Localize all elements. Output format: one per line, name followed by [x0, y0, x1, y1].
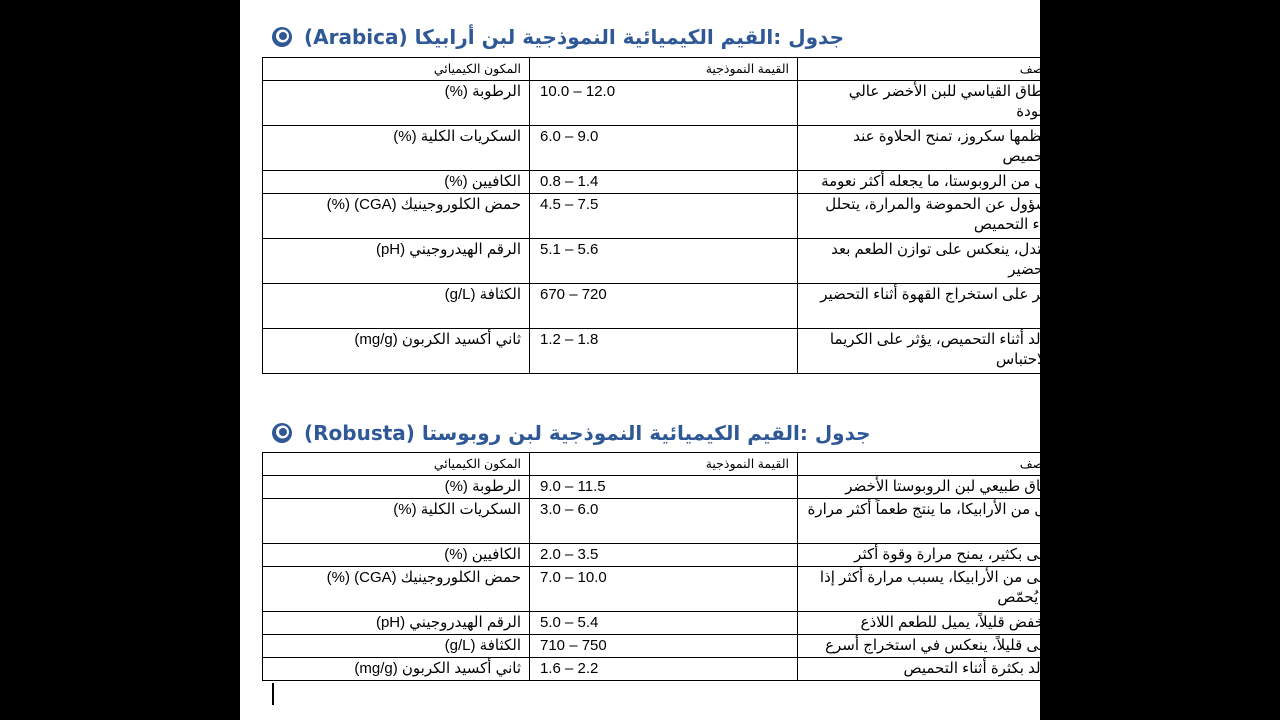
description-cell: أعلى من الأرابيكا، يسبب مرارة أكثر إذا لم يُحمّص — [798, 567, 1066, 612]
component-cell: الرطوبة (%) — [263, 81, 530, 126]
description-cell: أقل من الأرابيكا، ما ينتج طعماً أكثر مرارة — [798, 499, 1066, 544]
description-cell: أعلى قليلاً، ينعكس في استخراج أسرع — [798, 635, 1066, 658]
component-cell: حمض الكلوروجينيك (CGA) (%) — [263, 194, 530, 239]
description-cell: منخفض قليلاً، يميل للطعم اللاذع — [798, 612, 1066, 635]
component-cell: الرقم الهيدروجيني (pH) — [263, 239, 530, 284]
description-cell: معتدل، ينعكس على توازن الطعم بعد التحضير — [798, 239, 1066, 284]
component-cell: السكريات الكلية (%) — [263, 126, 530, 171]
arabica-heading — [270, 20, 1020, 54]
value-cell: 1.6 – 2.2 — [530, 658, 798, 681]
table-row — [263, 635, 1066, 658]
robusta-title: جدول :القيم الكيميائية النموذجية لبن روبوستا (Robusta) — [304, 421, 871, 445]
value-cell: 6.0 – 9.0 — [530, 126, 798, 171]
value-cell: 1.2 – 1.8 — [530, 329, 798, 374]
value-cell: 710 – 750 — [530, 635, 798, 658]
component-cell: حمض الكلوروجينيك (CGA) (%) — [263, 567, 530, 612]
arabica-table — [262, 57, 1066, 374]
header-description: الوصف — [798, 453, 1066, 476]
table-row — [263, 567, 1066, 612]
value-cell: 670 – 720 — [530, 284, 798, 329]
table-row — [263, 194, 1066, 239]
description-cell: يتولد أثناء التحميص، يؤثر على الكريما والاحتباس — [798, 329, 1066, 374]
value-cell: 5.1 – 5.6 — [530, 239, 798, 284]
robusta-heading — [270, 416, 1020, 450]
description-cell: أعلى بكثير، يمنح مرارة وقوة أكثر — [798, 544, 1066, 567]
component-cell: السكريات الكلية (%) — [263, 499, 530, 544]
table-row — [263, 81, 1066, 126]
value-cell: 4.5 – 7.5 — [530, 194, 798, 239]
table-row — [263, 126, 1066, 171]
description-cell: معظمها سكروز، تمنح الحلاوة عند التحميص — [798, 126, 1066, 171]
table-row — [263, 239, 1066, 284]
component-cell: الكثافة (g/L) — [263, 284, 530, 329]
value-cell: 9.0 – 11.5 — [530, 476, 798, 499]
description-cell: نطاق طبيعي لبن الروبوستا الأخضر — [798, 476, 1066, 499]
table-row — [263, 544, 1066, 567]
table-row — [263, 284, 1066, 329]
header-value: القيمة النموذجية — [530, 453, 798, 476]
description-cell: تؤثر على استخراج القهوة أثناء التحضير — [798, 284, 1066, 329]
coffee-bean-icon — [270, 421, 294, 445]
table-row — [263, 612, 1066, 635]
component-cell: الكثافة (g/L) — [263, 635, 530, 658]
table-row — [263, 658, 1066, 681]
component-cell: الرطوبة (%) — [263, 476, 530, 499]
value-cell: 10.0 – 12.0 — [530, 81, 798, 126]
table-row — [263, 329, 1066, 374]
component-cell: الكافيين (%) — [263, 171, 530, 194]
table-header-row — [263, 58, 1066, 81]
header-component: المكون الكيميائي — [263, 58, 530, 81]
description-cell: أقل من الروبوستا، ما يجعله أكثر نعومة — [798, 171, 1066, 194]
description-cell: مسؤول عن الحموضة والمرارة، يتحلل أثناء التحميص — [798, 194, 1066, 239]
text-cursor — [272, 683, 274, 705]
component-cell: الرقم الهيدروجيني (pH) — [263, 612, 530, 635]
value-cell: 5.0 – 5.4 — [530, 612, 798, 635]
table-header-row — [263, 453, 1066, 476]
table-row — [263, 476, 1066, 499]
header-description: الوصف — [798, 58, 1066, 81]
value-cell: 7.0 – 10.0 — [530, 567, 798, 612]
header-component: المكون الكيميائي — [263, 453, 530, 476]
table-row — [263, 171, 1066, 194]
value-cell: 2.0 – 3.5 — [530, 544, 798, 567]
component-cell: ثاني أكسيد الكربون (mg/g) — [263, 329, 530, 374]
value-cell: 0.8 – 1.4 — [530, 171, 798, 194]
description-cell: النطاق القياسي للبن الأخضر عالي الجودة — [798, 81, 1066, 126]
robusta-table — [262, 452, 1066, 681]
table-row — [263, 499, 1066, 544]
value-cell: 3.0 – 6.0 — [530, 499, 798, 544]
document-page — [240, 0, 1057, 720]
component-cell: الكافيين (%) — [263, 544, 530, 567]
component-cell: ثاني أكسيد الكربون (mg/g) — [263, 658, 530, 681]
header-value: القيمة النموذجية — [530, 58, 798, 81]
arabica-title: جدول :القيم الكيميائية النموذجية لبن أرابيكا (Arabica) — [304, 25, 844, 49]
description-cell: يتولد بكثرة أثناء التحميص — [798, 658, 1066, 681]
coffee-bean-icon — [270, 25, 294, 49]
